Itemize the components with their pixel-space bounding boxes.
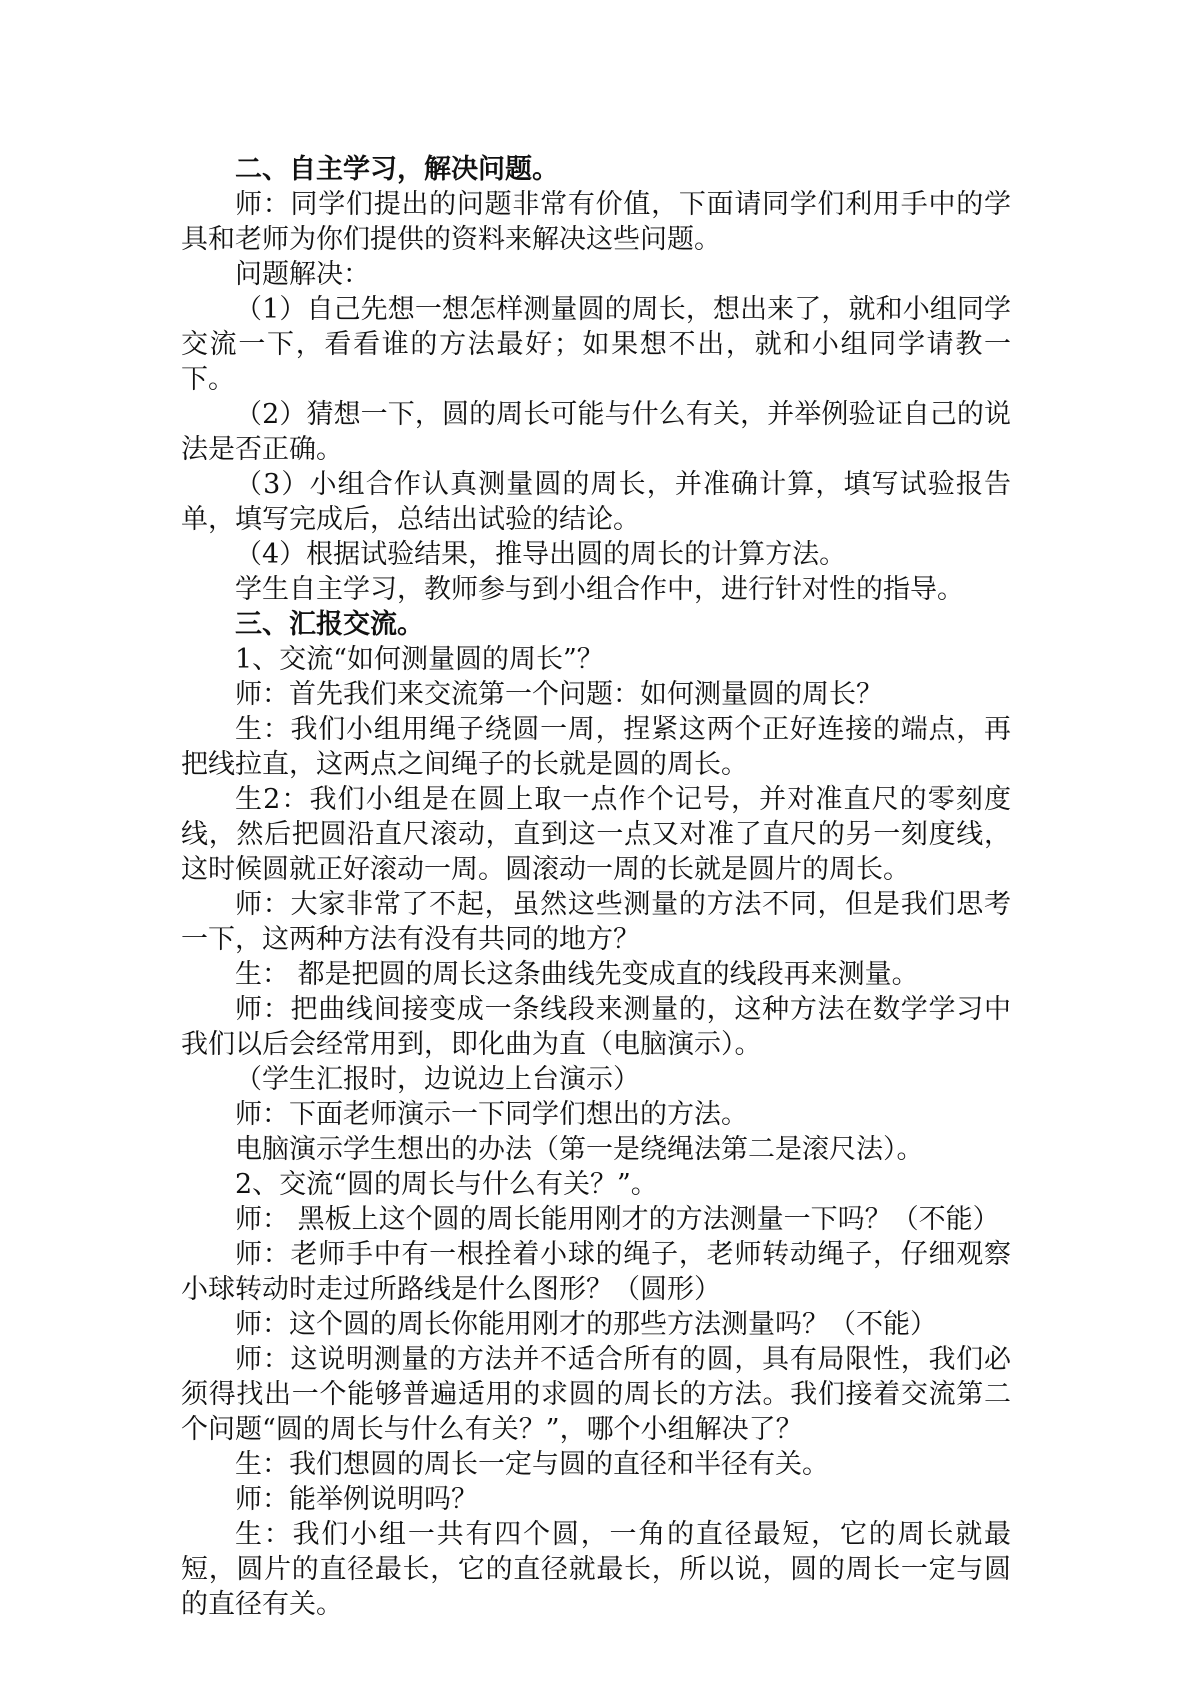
paragraph: 电脑演示学生想出的办法（第一是绕绳法第二是滚尺法）。 (235, 1134, 924, 1165)
section-heading-2: 二、自主学习，解决问题。 (235, 154, 559, 185)
paragraph: 学生自主学习，教师参与到小组合作中，进行针对性的指导。 (235, 574, 964, 605)
document-body (181, 152, 1011, 1622)
paragraph: 师：这说明测量的方法并不适合所有的圆，具有局限性，我们必须得找出一个能够普遍适用的求圆的周长的方法。我们接着交流第二个问题“圆的周长与什么有关？”，哪个小组解决了？ (181, 1344, 1011, 1445)
paragraph: 师：大家非常了不起，虽然这些测量的方法不同，但是我们思考一下，这两种方法有没有共同的地方？ (181, 889, 1011, 955)
paragraph: （学生汇报时，边说边上台演示） (235, 1064, 640, 1095)
paragraph: 师：这个圆的周长你能用刚才的那些方法测量吗？（不能） (235, 1309, 937, 1340)
paragraph: 生： 都是把圆的周长这条曲线先变成直的线段再来测量。 (235, 959, 919, 990)
paragraph: （2）猜想一下，圆的周长可能与什么有关，并举例验证自己的说法是否正确。 (181, 399, 1011, 465)
paragraph: 师：下面老师演示一下同学们想出的方法。 (235, 1099, 748, 1130)
paragraph: （1）自己先想一想怎样测量圆的周长，想出来了，就和小组同学交流一下，看看谁的方法最好；如果想不出，就和小组同学请教一下。 (181, 294, 1011, 395)
paragraph: 2、交流“圆的周长与什么有关？”。 (235, 1169, 658, 1200)
paragraph: （4）根据试验结果，推导出圆的周长的计算方法。 (235, 539, 847, 570)
paragraph: 师：首先我们来交流第一个问题：如何测量圆的周长？ (235, 679, 883, 710)
paragraph: 师：把曲线间接变成一条线段来测量的，这种方法在数学学习中我们以后会经常用到，即化曲为直（电脑演示）。 (181, 994, 1011, 1060)
paragraph: 生：我们想圆的周长一定与圆的直径和半径有关。 (235, 1449, 829, 1480)
paragraph: 问题解决： (235, 259, 370, 290)
paragraph: 生：我们小组一共有四个圆，一角的直径最短，它的周长就最短，圆片的直径最长，它的直径就最长，所以说，圆的周长一定与圆的直径有关。 (181, 1519, 1011, 1620)
section-heading-3: 三、汇报交流。 (235, 609, 424, 640)
paragraph: 师：能举例说明吗？ (235, 1484, 478, 1515)
paragraph: 生：我们小组用绳子绕圆一周，捏紧这两个正好连接的端点，再把线拉直，这两点之间绳子的长就是圆的周长。 (181, 714, 1011, 780)
paragraph: 师：同学们提出的问题非常有价值，下面请同学们利用手中的学具和老师为你们提供的资料来解决这些问题。 (181, 189, 1011, 255)
paragraph: （3）小组合作认真测量圆的周长，并准确计算，填写试验报告单，填写完成后，总结出试验的结论。 (181, 469, 1011, 535)
paragraph: 生2：我们小组是在圆上取一点作个记号，并对准直尺的零刻度线，然后把圆沿直尺滚动，直到这一点又对准了直尺的另一刻度线，这时候圆就正好滚动一周。圆滚动一周的长就是圆片的周长。 (181, 784, 1011, 885)
paragraph: 1、交流“如何测量圆的周长”？ (235, 644, 604, 675)
paragraph: 师：老师手中有一根拴着小球的绳子，老师转动绳子，仔细观察小球转动时走过所路线是什么图形？（圆形） (181, 1239, 1011, 1305)
paragraph: 师： 黑板上这个圆的周长能用刚才的方法测量一下吗？（不能） (235, 1204, 1000, 1235)
